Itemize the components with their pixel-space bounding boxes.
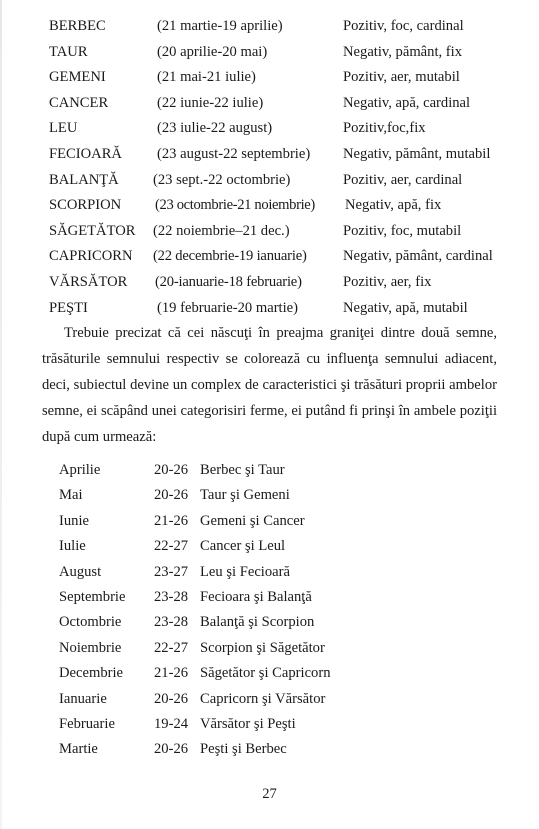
cusp-day-range: 23-27 [154,563,189,580]
zodiac-sign: BALANŢĂ [49,171,119,188]
cusp-row [59,661,389,686]
zodiac-dates: (23 octombrie-21 noiembrie) [155,197,315,214]
zodiac-properties: Negativ, pământ, cardinal [343,248,493,265]
cusp-row [59,737,389,762]
zodiac-properties: Negativ, apă, fix [345,197,442,214]
zodiac-sign: LEU [49,120,78,137]
zodiac-row [49,219,519,245]
cusp-month: Februarie [59,715,115,732]
zodiac-sign: SĂGETĂTOR [49,222,136,239]
cusp-row [59,509,389,534]
cusp-day-range: 20-26 [154,741,189,758]
zodiac-dates: (19 februarie-20 martie) [157,299,298,316]
cusp-sign-pair: Vărsător şi Peşti [200,715,296,732]
cusp-month: Noiembrie [59,639,122,656]
zodiac-row [49,244,519,270]
zodiac-table [49,14,519,321]
zodiac-row [49,142,519,168]
cusp-day-range: 22-27 [154,639,189,656]
zodiac-properties: Pozitiv, aer, cardinal [343,171,463,188]
zodiac-sign: PEŞTI [49,299,88,316]
zodiac-properties: Negativ, apă, mutabil [343,299,468,316]
zodiac-properties: Pozitiv, aer, mutabil [343,69,460,86]
cusp-day-range: 20-26 [154,462,189,478]
zodiac-row [49,270,519,296]
zodiac-sign: TAUR [49,43,88,60]
cusp-month: Ianuarie [59,690,107,707]
zodiac-properties: Negativ, pământ, mutabil [343,145,491,162]
cusp-sign-pair: Taur şi Gemeni [200,487,290,504]
zodiac-dates: (23 iulie-22 august) [157,120,273,137]
cusp-row [59,483,389,508]
paragraph-line: semne, ei scăpând unei categorisiri ferme, ei putând fi prinşi în ambele poziţii [42,403,497,419]
cusp-month: Octombrie [59,614,122,631]
cusp-day-range: 22-27 [154,538,189,555]
zodiac-properties: Negativ, pământ, fix [343,43,463,60]
zodiac-properties: Pozitiv,foc,fix [343,120,426,137]
cusp-month: Iulie [59,538,86,555]
cusp-month: Aprilie [59,462,101,478]
paragraph-line: deci, subiectul devine un complex de caracteristici şi trăsături proprii ambelor [42,377,497,393]
cusp-month: Septembrie [59,588,126,605]
zodiac-dates: (20-ianuarie-18 februarie) [155,273,302,290]
zodiac-sign: BERBEC [49,18,106,34]
zodiac-row [49,116,519,142]
zodiac-dates: (22 iunie-22 iulie) [157,94,264,111]
cusp-day-range: 19-24 [154,715,189,732]
zodiac-row [49,168,519,194]
cusp-row [59,610,389,635]
cusp-row [59,534,389,559]
zodiac-row [49,91,519,117]
zodiac-dates: (23 sept.-22 octombrie) [153,171,291,188]
paragraph-line: după cum urmează: [42,429,157,445]
page-edge [0,0,2,829]
cusp-row [59,560,389,585]
body-paragraph [42,320,497,450]
paragraph-line: trăsăturile semnului respectiv se colorează cu influenţa semnului adiacent, [42,351,497,367]
cusp-sign-pair: Fecioara şi Balanţă [200,588,312,605]
cusp-month: Iunie [59,512,89,529]
cusp-month: Decembrie [59,665,124,682]
cusp-day-range: 20-26 [154,487,189,504]
cusp-day-range: 23-28 [154,588,189,605]
cusp-day-range: 20-26 [154,690,189,707]
zodiac-row [49,193,519,219]
zodiac-dates: (22 noiembrie–21 dec.) [153,222,290,239]
zodiac-row [49,65,519,91]
zodiac-sign: GEMENI [49,69,106,86]
zodiac-sign: SCORPION [49,197,122,214]
zodiac-dates: (21 martie-19 aprilie) [157,18,283,34]
cusp-day-range: 21-26 [154,512,189,529]
cusp-month: Mai [59,487,83,504]
zodiac-sign: CAPRICORN [49,248,133,265]
cusp-row [59,636,389,661]
zodiac-row [49,40,519,66]
page-number: 27 [262,786,277,802]
cusp-month: Martie [59,741,98,758]
zodiac-dates: (23 august-22 septembrie) [157,145,311,162]
cusp-sign-pair: Peşti şi Berbec [200,741,287,758]
cusp-row [59,458,389,483]
cusp-row [59,585,389,610]
cusp-table [59,458,389,763]
paragraph-line: Trebuie precizat că cei născuţi în preajma graniţei dintre două semne, [64,325,497,341]
cusp-sign-pair: Leu şi Fecioară [200,563,290,580]
zodiac-dates: (22 decembrie-19 ianuarie) [153,248,307,265]
cusp-sign-pair: Gemeni şi Cancer [200,512,305,529]
cusp-sign-pair: Scorpion şi Săgetător [200,639,325,656]
zodiac-sign: VĂRSĂTOR [49,273,128,290]
cusp-day-range: 23-28 [154,614,189,631]
cusp-month: August [59,563,102,580]
cusp-sign-pair: Balanţă şi Scorpion [200,614,315,631]
zodiac-dates: (20 aprilie-20 mai) [157,43,268,60]
cusp-sign-pair: Capricorn şi Vărsător [200,690,326,707]
zodiac-properties: Pozitiv, foc, cardinal [343,18,464,34]
cusp-sign-pair: Berbec şi Taur [200,462,285,478]
cusp-sign-pair: Săgetător şi Capricorn [200,665,331,682]
zodiac-sign: CANCER [49,94,109,111]
cusp-sign-pair: Cancer şi Leul [200,538,286,555]
cusp-row [59,712,389,737]
cusp-row [59,687,389,712]
zodiac-row [49,14,519,40]
zodiac-properties: Negativ, apă, cardinal [343,94,471,111]
zodiac-sign: FECIOARĂ [49,145,122,162]
zodiac-properties: Pozitiv, foc, mutabil [343,222,462,239]
zodiac-properties: Pozitiv, aer, fix [343,273,432,290]
zodiac-dates: (21 mai-21 iulie) [157,69,256,86]
zodiac-row [49,296,519,322]
cusp-day-range: 21-26 [154,665,189,682]
